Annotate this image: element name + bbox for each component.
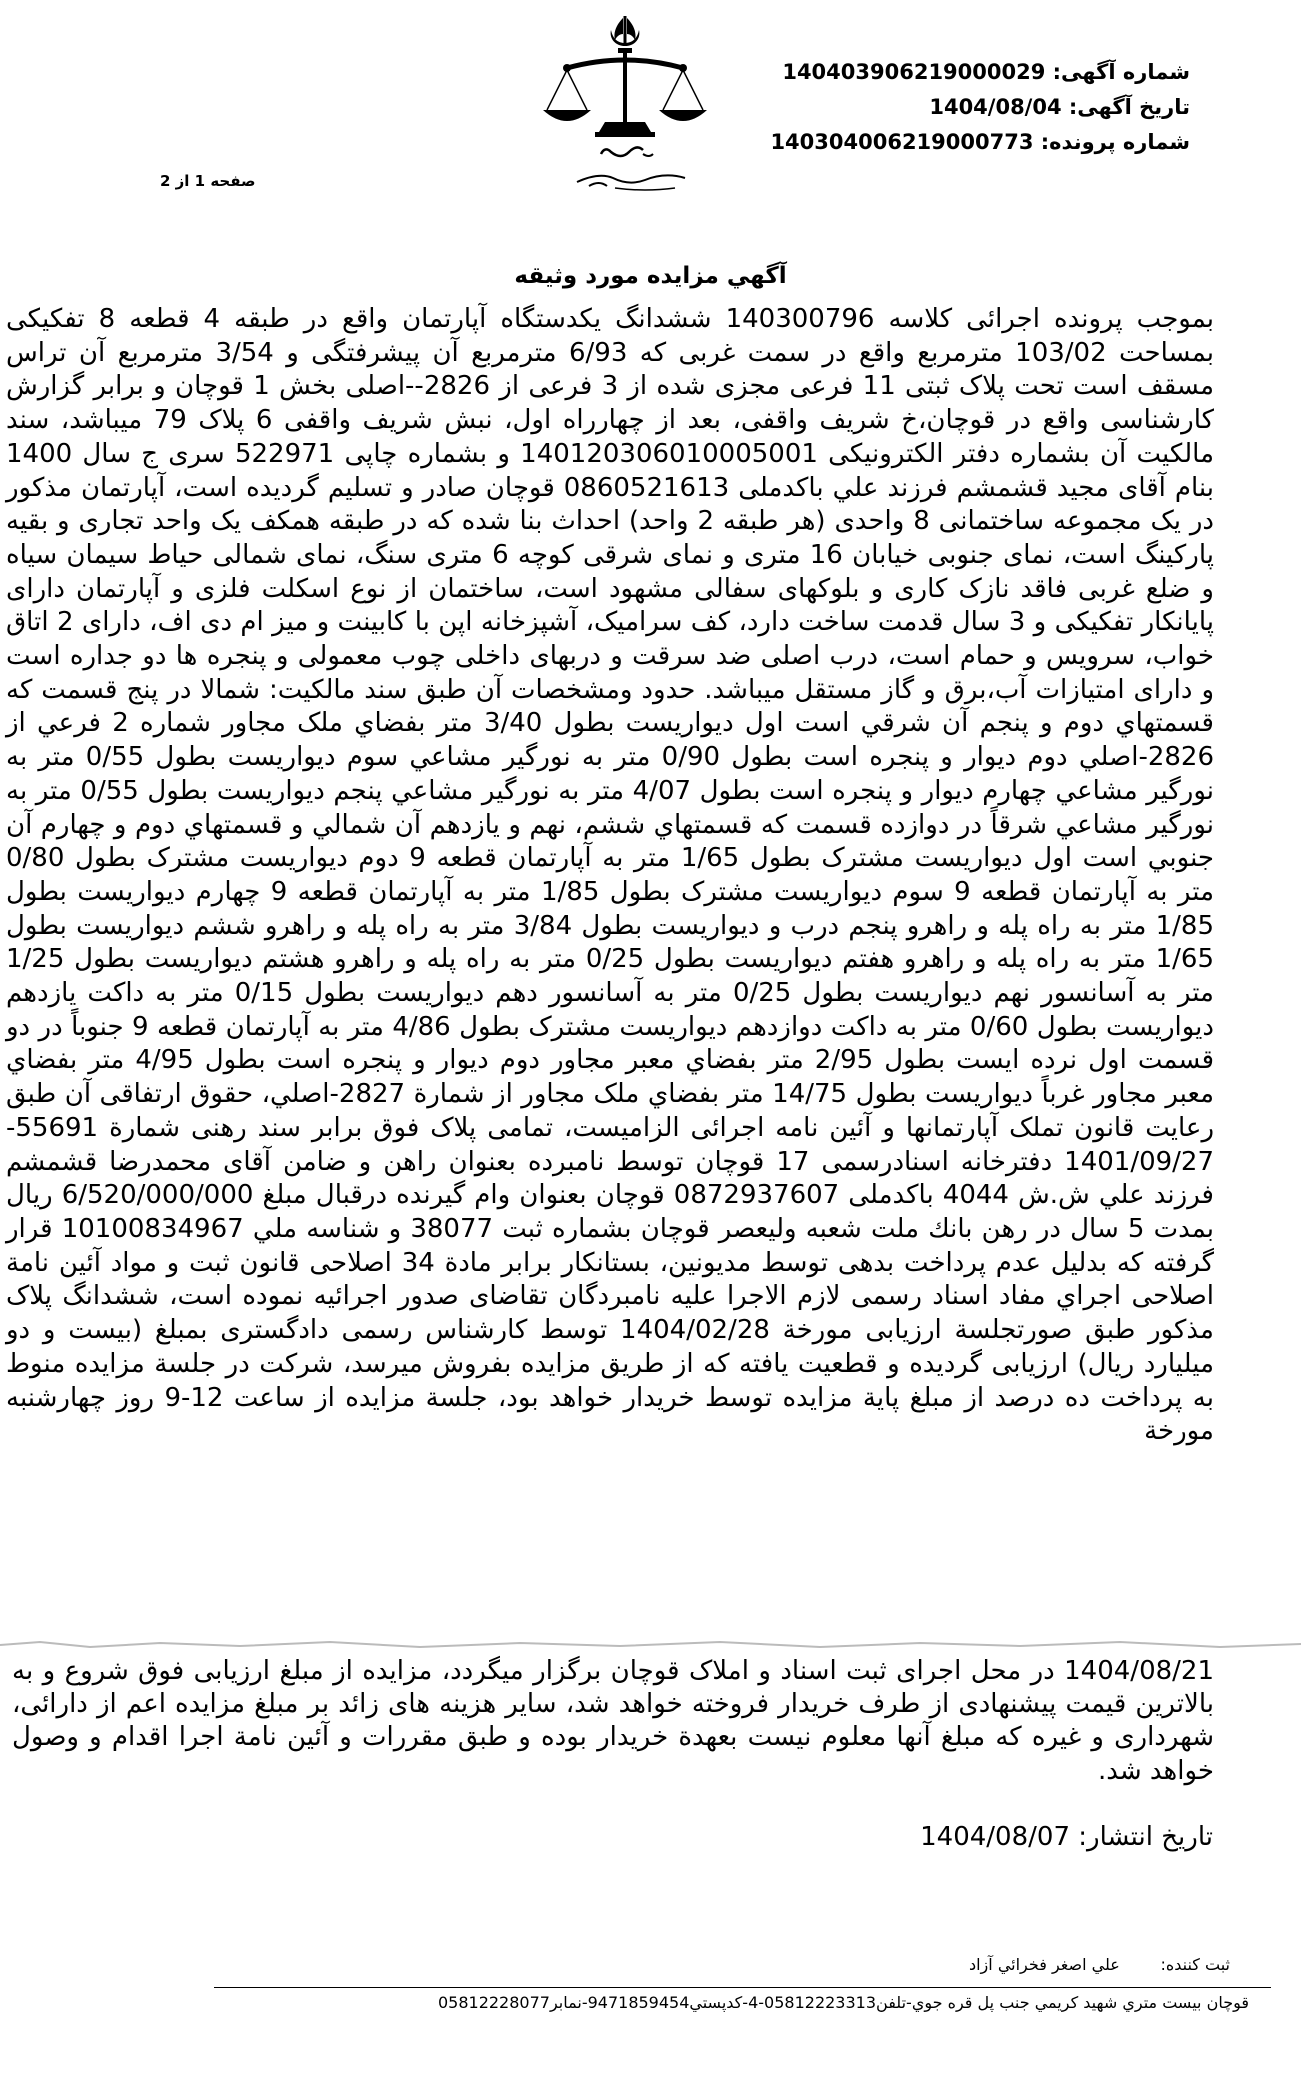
paper-tear-divider <box>0 1638 1301 1652</box>
office-address: قوچان بيست متري شهيد کريمي جنب پل قره جوي-تلفن05812223313-4-کدپستي9471859454-نمابر05812228077 <box>437 1993 1249 2012</box>
case-number-row <box>710 125 1190 160</box>
publish-date: 1404/08/07 <box>920 1822 1070 1852</box>
ad-number-row <box>710 55 1190 90</box>
judiciary-emblem <box>525 10 725 220</box>
publish-date-row <box>920 1822 1213 1852</box>
registrar-row <box>969 1955 1230 1974</box>
registrar-name: علي اصغر فخرائي آزاد <box>968 1955 1120 1974</box>
ad-date: 1404/08/04 <box>929 95 1062 119</box>
ad-number-label: شماره آگهی: <box>1052 60 1190 84</box>
notice-paragraph: بموجب پرونده اجرائی کلاسه 140300796 ششدانگ یکدستگاه آپارتمان واقع در طبقه 4 قطعه 8 تفکیکی بمساحت 103/02 مترمربع واقع در سمت غربی که 6/93 مترمربع آن پیشرفتگی و 3/54 مترمربع آن تراس مسقف است تحت پلاک ثبتی 11 فرعی مجزی شده از 3 فرعی از 2826--اصلی بخش 1 قوچان و برابر گزارش کارشناسی واقع در قوچان،خ شریف واقفی، بعد از چهارراه اول، نبش شریف واقفی 6 پلاک 79 میباشد، سند مالکیت آن بشماره دفتر الکترونیکی 140120306010005001 و بشماره چاپی 522971 سری ج سال 1400 بنام آقای مجید قشمشم فرزند علي باکدملی 0860521613 قوچان صادر و تسلیم گردیده است، آپارتمان مذکور در یک مجموعه ساختمانی 8 واحدی (هر طبقه 2 واحد) احداث بنا شده که در طبقه همکف یک واحد تجاری و بقیه پارکینگ است، نمای جنوبی خیابان 16 متری و نمای شرقی کوچه 6 متری سنگ، نمای شمالی حیاط سیمان سیاه و ضلع غربی فاقد نازک کاری و بلوکهای سفالی مشهود است، ساختمان از نوع اسکلت فلزی و آپارتمان دارای پایانکار تفکیکی و 3 سال قدمت ساخت دارد، کف سرامیک، آشپزخانه اپن با کابینت و میز ام دی اف، دارای 2 اتاق خواب، سرویس و حمام است، درب اصلی ضد سرقت و دربهای داخلی چوب معمولی و پنجره ها دو جداره است و دارای امتیازات آب،برق و گاز مستقل میباشد. حدود ومشخصات آن طبق سند مالکیت: شمالا در پنج قسمت که قسمتهاي دوم و پنجم آن شرقي است اول دیواریست بطول 3/40 متر بفضاي ملک مجاور شماره 2 فرعي از 2826-اصلي دوم ديوار و پنجره است بطول 0/90 متر به نورگير مشاعي سوم ديواريست بطول 0/55 متر به نورگير مشاعي چهارم ديوار و پنجره است بطول 4/07 متر به نورگير مشاعي پنجم ديواريست بطول 0/55 متر به نورگير مشاعي شرقاً در دوازده قسمت که قسمتهاي ششم، نهم و يازدهم آن شمالي و قسمتهاي دوم و چهارم آن جنوبي است اول ديواريست مشترک بطول 1/65 متر به آپارتمان قطعه 9 دوم ديواريست مشترک بطول 0/80 متر به آپارتمان قطعه 9 سوم ديواريست مشترک بطول 1/85 متر به آپارتمان قطعه 9 چهارم ديواريست بطول 1/85 متر به راه پله و راهرو پنجم درب و ديواريست بطول 3/84 متر به راه پله و راهرو ششم ديواريست بطول 1/65 متر به راه پله و راهرو هفتم ديواريست بطول 0/25 متر به راه پله و راهرو هشتم ديواريست بطول 1/25 متر به آسانسور نهم ديواريست بطول 0/25 متر به آسانسور دهم ديواريست بطول 0/15 متر به داکت يازدهم ديواريست بطول 0/60 متر به داکت دوازدهم ديواريست مشترک بطول 4/86 متر به آپارتمان قطعه 9 جنوباً در دو قسمت اول نرده ايست بطول 2/95 متر بفضاي معبر مجاور دوم ديوار و پنجره است بطول 4/95 متر بفضاي معبر مجاور غرباً ديواريست بطول 14/75 متر بفضاي ملک مجاور از شمارة 2827-اصلي، حقوق ارتفاقی آن طبق رعایت قانون تملک آپارتمانها و آئین نامه اجرائی الزامیست، تمامی پلاک فوق برابر سند رهنی شمارة 55691-1401/09/27 دفترخانه اسنادرسمی 17 قوچان توسط نامبرده بعنوان راهن و ضامن آقای محمدرضا قشمشم فرزند علي ش.ش 4044 باکدملی 0872937607 قوچان بعنوان وام گیرنده درقبال مبلغ 6/520/000/000 ریال بمدت 5 سال در رهن بانك ملت شعبه وليعصر قوچان بشماره ثبت 38077 و شناسه ملي 10100834967 قرار گرفته که بدلیل عدم پرداخت بدهی توسط مدیونین، بستانکار برابر مادة 34 اصلاحی قانون ثبت و مواد آئین نامة اصلاحی اجراي مفاد اسناد رسمی لازم الاجرا علیه نامبردگان تقاضای صدور اجرائیه نموده است، ششدانگ پلاک مذکور طبق صورتجلسة ارزیابی مورخة 1404/02/28 توسط کارشناس رسمی دادگستری بمبلغ (بیست و دو میلیارد ریال) ارزیابی گردیده و قطعیت یافته که از طریق مزایده بفروش میرسد، شرکت در جلسة مزایده منوط به پرداخت ده درصد از مبلغ پایة مزایده توسط خریدار خواهد بود، جلسة مزایده از ساعت 12-9 روز چهارشنبه مورخة <box>6 304 1215 1447</box>
ad-date-row <box>710 90 1190 125</box>
page-indicator: صفحه 1 از 2 <box>160 172 256 190</box>
notice-title: آگهي مزايده مورد وثيقه <box>514 263 787 289</box>
ad-metadata <box>710 55 1190 160</box>
publish-date-label: تاریخ انتشار: <box>1078 1822 1213 1852</box>
footer-divider <box>214 1987 1271 1988</box>
ad-date-label: تاریخ آگهی: <box>1068 95 1190 119</box>
continuation-paragraph: 1404/08/21 در محل اجرای ثبت اسناد و املاک قوچان برگزار میگردد، مزایده از مبلغ ارزیابی فوق شروع و به بالاترین قیمت پیشنهادی از طرف خریدار فروخته خواهد شد، سایر هزینه های زائد بر مبلغ مزایده اعم از دارائی، شهرداری و غیره که مبلغ آنها معلوم نیست بعهدة خریدار بوده و طبق مقررات و آئین نامة اجرا اقدام و وصول خواهد شد. <box>12 1656 1214 1786</box>
notice-continuation <box>12 1655 1214 1788</box>
ad-number: 14040390621900002‎9 <box>782 60 1046 84</box>
case-number-label: شماره پرونده: <box>1040 130 1190 154</box>
scales-of-justice-icon <box>525 10 725 220</box>
notice-body <box>6 303 1214 1449</box>
case-number: 140304006219000773 <box>770 130 1034 154</box>
registrar-label: ثبت کننده: <box>1160 1955 1230 1974</box>
